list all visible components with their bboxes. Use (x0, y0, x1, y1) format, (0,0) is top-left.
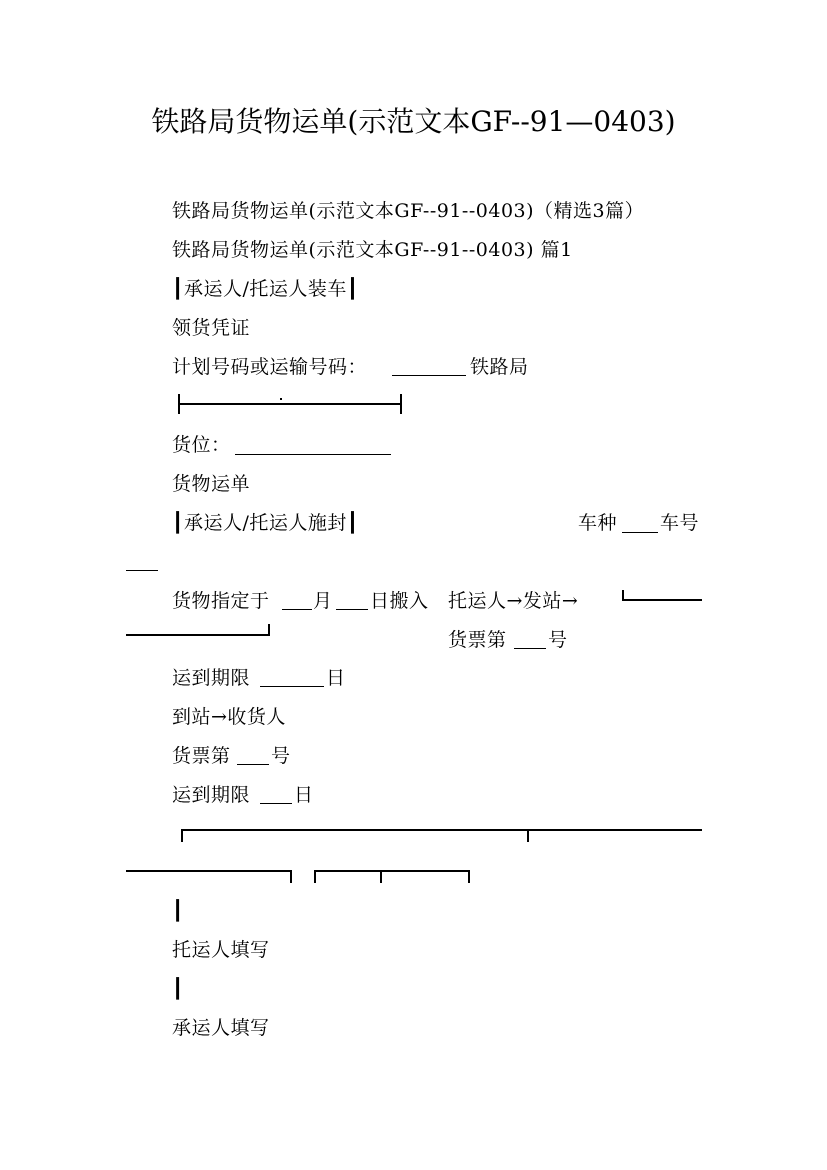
corner-bottom-line (126, 634, 270, 636)
line-loading-party: ┃承运人/托运人装车┃ (172, 278, 359, 300)
ticket-number-suffix: 号 (548, 629, 568, 651)
table-second-border (126, 870, 292, 872)
table-small-box-top (314, 870, 470, 872)
table-top-border (181, 829, 702, 831)
carrier-fill-label: 承运人填写 (172, 1017, 270, 1039)
line-waybill: 货物运单 (172, 473, 251, 495)
ticket-number-suffix-2: 号 (271, 745, 291, 767)
table-vertical-bar-1: ┃ (172, 900, 184, 922)
rule-right-tick (400, 394, 402, 414)
car-type-blank (622, 532, 658, 533)
line-cargo-position-label: 货位： (172, 434, 231, 456)
transit-limit-label: 运到期限 (172, 667, 251, 689)
document-title: 铁路局货物运单(示范文本GF--91—0403) (151, 105, 676, 138)
rule-mid-tick (280, 398, 282, 400)
plan-number-blank (392, 375, 466, 376)
car-number-blank (126, 570, 158, 571)
ticket-number-blank (514, 648, 546, 649)
line-claim-voucher: 领货凭证 (172, 317, 251, 339)
table-top-left-corner (181, 829, 183, 842)
table-second-corner (290, 870, 292, 883)
day-blank (336, 609, 368, 610)
corner-right-vertical (268, 624, 270, 636)
transit-limit-blank (260, 686, 324, 687)
table-vertical-bar-2: ┃ (172, 978, 184, 1000)
table-small-box-divider (380, 870, 382, 883)
transit-limit-suffix-2: 日 (294, 784, 314, 806)
car-type-label: 车种 (578, 512, 618, 534)
move-in-label: 日搬入 (370, 590, 429, 612)
table-small-box-left (314, 870, 316, 883)
designated-date-label: 货物指定于 (172, 590, 270, 612)
line-station-to-consignee: 到站→收货人 (172, 706, 286, 728)
rule-line (178, 403, 402, 405)
shipper-fill-label: 托运人填写 (172, 939, 270, 961)
transit-limit-label-2: 运到期限 (172, 784, 251, 806)
line-railway-bureau: 铁路局 (470, 356, 529, 378)
ticket-number-label: 货票第 (448, 629, 507, 651)
cargo-position-blank (235, 454, 391, 455)
ticket-number-blank-2 (237, 764, 269, 765)
month-blank (282, 609, 312, 610)
line-plan-number-label: 计划号码或运输号码： (172, 356, 368, 378)
transit-limit-suffix: 日 (326, 667, 346, 689)
table-top-divider (527, 829, 529, 842)
car-number-label: 车号 (660, 512, 700, 534)
table-small-box-right (468, 870, 470, 883)
corner-top-line (622, 599, 702, 601)
line-part-heading: 铁路局货物运单(示范文本GF--91--0403) 篇1 (172, 239, 573, 261)
month-label: 月 (313, 590, 333, 612)
ticket-number-label-2: 货票第 (172, 745, 231, 767)
shipper-to-station-label: 托运人→发站→ (448, 590, 579, 612)
line-seal-party: ┃承运人/托运人施封┃ (172, 512, 359, 534)
line-doc-heading: 铁路局货物运单(示范文本GF--91--0403)（精选3篇） (172, 200, 645, 222)
transit-limit-blank-2 (260, 803, 292, 804)
